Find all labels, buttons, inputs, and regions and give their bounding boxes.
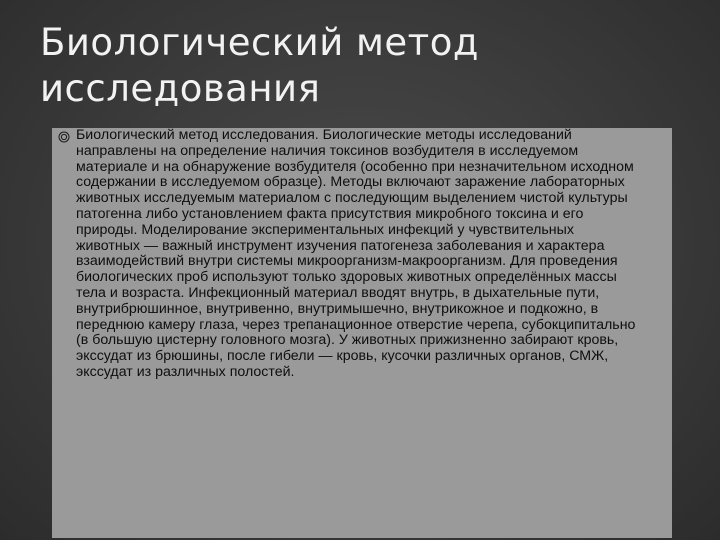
body-paragraph: Биологический метод исследования. Биологические методы исследований направлены на определение наличия токсинов возбудителя в исследуемом материале и на обнаружение возбудителя (особенно при незначительном исходном содержании в исследуемом образце). Методы включают заражение лабораторных животных исследуемым материалом с последующим выделением чистой культуры патогенна либо установлением факта присутствия микробного токсина и его природы. Моделирование экспериментальных инфекций у чувствительных животных — важный инструмент изучения патогенеза заболевания и характера взаимодействий внутри системы микроорганизм-макроорганизм. Для проведения биологических проб используют только здоровых животных определённых массы тела и возраста. Инфекционный материал вводят внутрь, в дыхательные пути, внутрибрюшинное, внутривенно, внутримышечно, внутрикожное и подкожно, в переднюю камеру глаза, через трепанационное отверстие черепа, субокципитально (в большую цистерну головного мозга). У животных прижизненно забирают кровь, экссудат из брюшины, после гибели — кровь, кусочки различных органов, СМЖ, экссудат из различных полостей.	[76, 127, 636, 380]
target-bullet-icon-svg	[58, 131, 70, 143]
content-box	[52, 128, 672, 538]
target-bullet-icon	[58, 131, 70, 143]
slide-title: Биологический метод исследования	[40, 21, 479, 110]
